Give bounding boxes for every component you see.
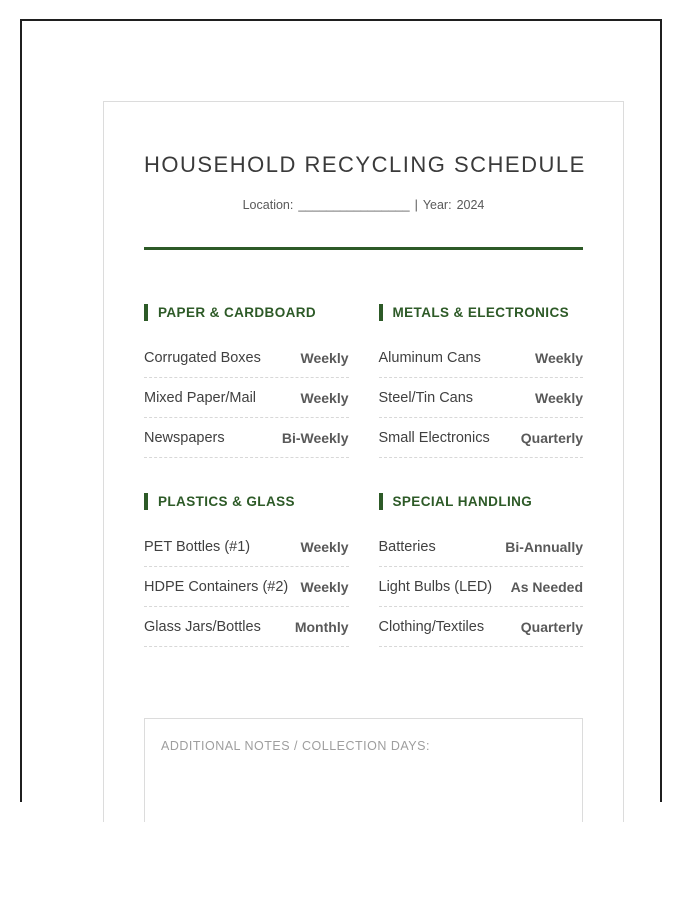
divider-pipe: | [414,198,418,212]
section-title: SPECIAL HANDLING [392,493,533,509]
item-name: Batteries [378,538,436,555]
section-header [144,491,349,511]
document-frame [20,19,662,802]
schedule-row [144,567,349,607]
notes-box [144,718,583,822]
notes-label: ADDITIONAL NOTES / COLLECTION DAYS: [161,739,430,753]
item-name: Aluminum Cans [378,349,481,366]
schedule-row [144,607,349,647]
schedule-row [379,378,584,418]
section-special-handling [379,491,584,647]
item-frequency: As Needed [510,578,583,595]
schedule-row [144,338,349,378]
item-frequency: Quarterly [520,618,583,635]
schedule-row [144,527,349,567]
schedule-row [144,378,349,418]
document-title: HOUSEHOLD RECYCLING SCHEDULE [144,152,586,177]
schedule-grid [144,302,583,647]
accent-bar [379,493,383,510]
document-page [103,101,624,822]
schedule-row [379,567,584,607]
item-frequency: Weekly [535,389,583,406]
schedule-row [379,338,584,378]
item-name: Light Bulbs (LED) [378,578,493,595]
accent-bar [144,304,148,321]
item-frequency: Weekly [300,538,349,555]
page-content [104,148,623,822]
item-name: PET Bottles (#1) [144,538,251,555]
item-name: Newspapers [144,429,225,446]
item-frequency: Weekly [300,389,349,406]
item-frequency: Weekly [535,349,583,366]
item-frequency: Bi-Weekly [281,429,349,446]
item-frequency: Weekly [300,349,349,366]
year-label: Year: [422,198,452,212]
item-name: Clothing/Textiles [378,618,485,635]
accent-bar [144,493,148,510]
item-name: Small Electronics [378,429,490,446]
section-header [379,302,584,322]
location-label: Location: [242,198,294,212]
header-divider-rule [144,247,583,250]
item-frequency: Monthly [294,618,349,635]
item-name: Steel/Tin Cans [378,389,474,406]
item-frequency: Weekly [300,578,349,595]
schedule-row [379,527,584,567]
accent-bar [379,304,383,321]
location-year-line [144,196,583,214]
section-title: PLASTICS & GLASS [158,493,295,509]
item-name: HDPE Containers (#2) [144,578,289,595]
item-frequency: Quarterly [520,429,583,446]
section-metals-electronics [379,302,584,458]
section-title: PAPER & CARDBOARD [158,304,317,320]
item-name: Glass Jars/Bottles [144,618,261,635]
item-name: Mixed Paper/Mail [144,389,257,406]
section-plastics-glass [144,491,349,647]
section-title: METALS & ELECTRONICS [392,304,569,320]
location-blank-field: ________________ [298,198,410,212]
year-value: 2024 [456,198,485,212]
section-paper-cardboard [144,302,349,458]
schedule-row [144,418,349,458]
section-header [379,491,584,511]
section-header [144,302,349,322]
schedule-row [379,607,584,647]
schedule-row [379,418,584,458]
item-name: Corrugated Boxes [144,349,261,366]
item-frequency: Bi-Annually [505,538,583,555]
